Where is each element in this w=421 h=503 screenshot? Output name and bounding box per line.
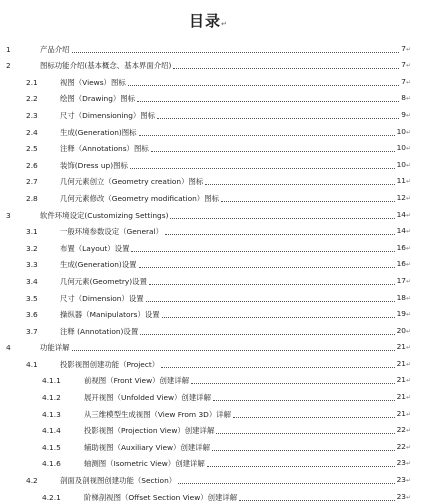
paragraph-mark-icon: ↵ bbox=[221, 20, 228, 28]
paragraph-mark-icon: ↵ bbox=[405, 78, 411, 86]
toc-entry-number: 3.4 bbox=[26, 276, 38, 286]
toc-entry-title: 前视图（Front View）创建详解 bbox=[84, 376, 190, 386]
toc-dot-leader bbox=[146, 300, 395, 302]
toc-entry[interactable] bbox=[6, 453, 411, 470]
toc-dot-leader bbox=[205, 183, 394, 185]
toc-entry-page bbox=[397, 375, 411, 386]
paragraph-mark-icon: ↵ bbox=[405, 244, 411, 252]
toc-entry[interactable] bbox=[6, 370, 411, 387]
toc-dot-leader bbox=[149, 283, 395, 285]
toc-dot-leader bbox=[139, 134, 395, 136]
toc-entry-title: 投影视图创建功能（Project） bbox=[60, 359, 160, 369]
toc-entry-page bbox=[397, 226, 411, 237]
toc-entry-page-number: 21 bbox=[396, 408, 406, 418]
toc-entry-page-number: 23 bbox=[396, 475, 406, 485]
toc-entry-title: 生成(Generation)设置 bbox=[60, 260, 137, 270]
toc-dot-leader bbox=[173, 67, 399, 69]
toc-dot-leader bbox=[216, 432, 394, 434]
toc-entry-page bbox=[397, 342, 411, 353]
toc-entry-title: 几何元素(Geometry)设置 bbox=[60, 276, 147, 286]
toc-title bbox=[6, 10, 411, 32]
toc-entry-title: 辅助视图（Auxiliary View）创建详解 bbox=[84, 442, 211, 452]
toc-entry-title: 注释（Annotations）图标 bbox=[60, 144, 149, 154]
toc-entry-page bbox=[397, 160, 411, 171]
toc-entry-page-number: 22 bbox=[396, 425, 406, 435]
toc-dot-leader bbox=[239, 499, 394, 501]
toc-entry[interactable] bbox=[6, 171, 411, 188]
toc-entry-number: 2.4 bbox=[26, 127, 38, 137]
toc-dot-leader bbox=[157, 117, 399, 119]
toc-entry-page-number: 12 bbox=[396, 192, 406, 202]
toc-entry[interactable] bbox=[6, 469, 411, 486]
toc-entry-title: 一般环境参数设定（General） bbox=[60, 227, 164, 237]
toc-entry-number: 2.2 bbox=[26, 94, 38, 104]
toc-entry-number: 4.1.6 bbox=[42, 459, 61, 469]
toc-entry[interactable] bbox=[6, 138, 411, 155]
paragraph-mark-icon: ↵ bbox=[405, 228, 411, 236]
paragraph-mark-icon: ↵ bbox=[405, 460, 411, 468]
toc-entry-page-number: 10 bbox=[396, 143, 406, 153]
toc-entry[interactable] bbox=[6, 187, 411, 204]
toc-entry-title: 尺寸（Dimensioning）图标 bbox=[60, 110, 156, 120]
paragraph-mark-icon: ↵ bbox=[405, 394, 411, 402]
toc-entry[interactable] bbox=[6, 420, 411, 437]
toc-entry[interactable] bbox=[6, 154, 411, 171]
toc-dot-leader bbox=[151, 150, 395, 152]
toc-entry-title: 装饰(Dress up)图标 bbox=[60, 160, 128, 170]
toc-entry-page-number: 17 bbox=[396, 275, 406, 285]
toc-entry-title: 布置（Layout）设置 bbox=[60, 243, 130, 253]
toc-entry-page-number: 16 bbox=[396, 259, 406, 269]
toc-dot-leader bbox=[72, 349, 395, 351]
toc-entry-title: 注释 (Annotation)设置 bbox=[60, 326, 139, 336]
toc-entry-page-number: 14 bbox=[396, 209, 406, 219]
toc-entry-number: 3.2 bbox=[26, 243, 38, 253]
paragraph-mark-icon: ↵ bbox=[405, 128, 411, 136]
toc-entry-page-number: 23 bbox=[396, 491, 406, 501]
toc-dot-leader bbox=[140, 333, 394, 335]
toc-entry-page bbox=[397, 193, 411, 204]
paragraph-mark-icon: ↵ bbox=[405, 194, 411, 202]
toc-entry-page bbox=[397, 458, 411, 469]
toc-dot-leader bbox=[178, 482, 394, 484]
toc-entry-page bbox=[397, 326, 411, 337]
paragraph-mark-icon: ↵ bbox=[405, 145, 411, 153]
toc-dot-leader bbox=[233, 416, 395, 418]
toc-entry-page-number: 21 bbox=[396, 358, 406, 368]
toc-entry-page-number: 11 bbox=[396, 176, 406, 186]
toc-entry[interactable] bbox=[6, 204, 411, 221]
toc-entry-page-number: 21 bbox=[396, 375, 406, 385]
toc-entry-page-number: 18 bbox=[396, 292, 406, 302]
paragraph-mark-icon: ↵ bbox=[405, 477, 411, 485]
toc-entry-title: 产品介绍 bbox=[40, 44, 70, 54]
toc-entry[interactable] bbox=[6, 337, 411, 354]
toc-entry[interactable] bbox=[6, 304, 411, 321]
toc-entry[interactable] bbox=[6, 38, 411, 55]
toc-entry-page bbox=[397, 243, 411, 254]
toc-entry[interactable] bbox=[6, 320, 411, 337]
toc-entry-page-number: 14 bbox=[396, 226, 406, 236]
toc-entry-page bbox=[401, 44, 411, 55]
toc-entry[interactable] bbox=[6, 237, 411, 254]
toc-entry-title: 投影视图（Projection View）创建详解 bbox=[84, 426, 215, 436]
toc-dot-leader bbox=[131, 250, 394, 252]
toc-entry[interactable] bbox=[6, 403, 411, 420]
toc-entry-page-number: 23 bbox=[396, 458, 406, 468]
toc-entry-number: 4.2 bbox=[26, 476, 38, 486]
toc-entry-title: 从三维模型生成视图（View From 3D）详解 bbox=[84, 409, 232, 419]
toc-entry-page-number: 7 bbox=[401, 43, 406, 53]
toc-entry-number: 4.1.3 bbox=[42, 409, 61, 419]
toc-entry-page bbox=[401, 60, 411, 71]
toc-entry-page bbox=[397, 276, 411, 287]
toc-entry-number: 4.1.2 bbox=[42, 393, 61, 403]
paragraph-mark-icon: ↵ bbox=[405, 410, 411, 418]
paragraph-mark-icon: ↵ bbox=[405, 261, 411, 269]
paragraph-mark-icon: ↵ bbox=[405, 277, 411, 285]
toc-entry[interactable] bbox=[6, 254, 411, 271]
toc-entry-page-number: 21 bbox=[396, 392, 406, 402]
toc-entry-page-number: 21 bbox=[396, 342, 406, 352]
toc-entry-page bbox=[397, 176, 411, 187]
toc-entry-title: 几何元素创立（Geometry creation）图标 bbox=[60, 177, 204, 187]
toc-entry-number: 3.3 bbox=[26, 260, 38, 270]
toc-entry[interactable] bbox=[6, 386, 411, 403]
toc-entry-title: 几何元素修改（Geometry modification）图标 bbox=[60, 193, 219, 203]
paragraph-mark-icon: ↵ bbox=[405, 327, 411, 335]
paragraph-mark-icon: ↵ bbox=[405, 111, 411, 119]
paragraph-mark-icon: ↵ bbox=[405, 62, 411, 70]
toc-entry-title: 生成(Generation)图标 bbox=[60, 127, 137, 137]
toc-entry-page-number: 7 bbox=[401, 60, 406, 70]
toc-entry-page-number: 7 bbox=[401, 76, 406, 86]
toc-entry-title: 阶梯剖视图（Offset Section View）创建详解 bbox=[84, 492, 238, 502]
toc-entry-page bbox=[397, 259, 411, 270]
toc-dot-leader bbox=[221, 200, 395, 202]
toc-entry-number: 4.1.5 bbox=[42, 442, 61, 452]
toc-entry-number: 4.2.1 bbox=[42, 492, 61, 502]
toc-entry-page-number: 8 bbox=[401, 93, 406, 103]
toc-entry-page bbox=[397, 475, 411, 486]
paragraph-mark-icon: ↵ bbox=[405, 493, 411, 501]
toc-entry-page-number: 20 bbox=[396, 325, 406, 335]
toc-entry[interactable] bbox=[6, 221, 411, 238]
toc-entry-page bbox=[397, 210, 411, 221]
toc-entry-number: 2.6 bbox=[26, 160, 38, 170]
toc-entry-title: 剖面及剖视图创建功能（Section） bbox=[60, 476, 177, 486]
toc-entry-page bbox=[397, 143, 411, 154]
toc-dot-leader bbox=[139, 266, 395, 268]
paragraph-mark-icon: ↵ bbox=[405, 95, 411, 103]
toc-entry-page bbox=[397, 492, 411, 503]
toc-entry-title: 视图（Views）图标 bbox=[60, 77, 126, 87]
toc-list bbox=[6, 38, 411, 503]
toc-entry[interactable] bbox=[6, 88, 411, 105]
paragraph-mark-icon: ↵ bbox=[405, 360, 411, 368]
toc-dot-leader bbox=[161, 366, 394, 368]
toc-entry-number: 4.1.4 bbox=[42, 426, 61, 436]
toc-dot-leader bbox=[191, 382, 394, 384]
toc-entry-title: 轴测图（Isometric View）创建详解 bbox=[84, 459, 205, 469]
toc-dot-leader bbox=[128, 84, 399, 86]
paragraph-mark-icon: ↵ bbox=[405, 45, 411, 53]
toc-dot-leader bbox=[165, 233, 395, 235]
paragraph-mark-icon: ↵ bbox=[405, 344, 411, 352]
toc-entry[interactable] bbox=[6, 55, 411, 72]
paragraph-mark-icon: ↵ bbox=[405, 178, 411, 186]
toc-entry-page-number: 22 bbox=[396, 441, 406, 451]
toc-dot-leader bbox=[207, 465, 395, 467]
toc-dot-leader bbox=[162, 316, 395, 318]
toc-entry-number: 4 bbox=[6, 343, 11, 353]
toc-entry-number: 3.5 bbox=[26, 293, 38, 303]
toc-dot-leader bbox=[170, 217, 394, 219]
toc-entry[interactable] bbox=[6, 270, 411, 287]
paragraph-mark-icon: ↵ bbox=[405, 211, 411, 219]
toc-dot-leader bbox=[212, 449, 395, 451]
toc-entry-number: 2.7 bbox=[26, 177, 38, 187]
paragraph-mark-icon: ↵ bbox=[405, 311, 411, 319]
toc-entry-title: 图标功能介绍(基本概念、基本界面介绍) bbox=[40, 61, 172, 71]
toc-entry-page-number: 10 bbox=[396, 126, 406, 136]
toc-entry-number: 2.1 bbox=[26, 77, 38, 87]
toc-entry[interactable] bbox=[6, 287, 411, 304]
toc-entry-page-number: 19 bbox=[396, 309, 406, 319]
paragraph-mark-icon: ↵ bbox=[405, 427, 411, 435]
toc-entry-number: 2 bbox=[6, 61, 11, 71]
toc-entry-page-number: 16 bbox=[396, 242, 406, 252]
toc-entry-page bbox=[401, 110, 411, 121]
paragraph-mark-icon: ↵ bbox=[405, 294, 411, 302]
toc-entry[interactable] bbox=[6, 486, 411, 503]
toc-entry-page bbox=[401, 93, 411, 104]
paragraph-mark-icon: ↵ bbox=[405, 443, 411, 451]
toc-entry-page bbox=[397, 425, 411, 436]
toc-dot-leader bbox=[72, 51, 399, 53]
toc-entry[interactable] bbox=[6, 121, 411, 138]
toc-entry[interactable] bbox=[6, 353, 411, 370]
toc-entry-page bbox=[397, 409, 411, 420]
toc-entry-title: 绘图（Drawing）图标 bbox=[60, 94, 136, 104]
toc-entry-page bbox=[397, 359, 411, 370]
toc-dot-leader bbox=[130, 167, 395, 169]
toc-entry-number: 3 bbox=[6, 210, 11, 220]
toc-entry-page bbox=[397, 127, 411, 138]
toc-entry-number: 1 bbox=[6, 44, 11, 54]
toc-entry-page bbox=[397, 309, 411, 320]
toc-entry-title: 功能详解 bbox=[40, 343, 70, 353]
toc-entry-number: 3.1 bbox=[26, 227, 38, 237]
toc-entry[interactable] bbox=[6, 436, 411, 453]
toc-dot-leader bbox=[213, 399, 395, 401]
paragraph-mark-icon: ↵ bbox=[405, 377, 411, 385]
toc-entry-page bbox=[397, 293, 411, 304]
toc-entry-title: 尺寸（Dimension）设置 bbox=[60, 293, 144, 303]
toc-entry-number: 3.6 bbox=[26, 310, 38, 320]
toc-entry-number: 4.1 bbox=[26, 359, 38, 369]
toc-entry-page-number: 10 bbox=[396, 159, 406, 169]
toc-dot-leader bbox=[137, 100, 399, 102]
toc-entry-number: 2.8 bbox=[26, 193, 38, 203]
toc-entry[interactable] bbox=[6, 71, 411, 88]
toc-entry-title: 展开视图（Unfolded View）创建详解 bbox=[84, 393, 211, 403]
toc-entry-title: 软件环境设定(Customizing Settings) bbox=[40, 210, 169, 220]
toc-entry-number: 2.5 bbox=[26, 144, 38, 154]
toc-title-text: 目录 bbox=[189, 12, 222, 30]
toc-entry-title: 操纵器（Manipulators）设置 bbox=[60, 310, 160, 320]
toc-entry-page bbox=[397, 442, 411, 453]
paragraph-mark-icon: ↵ bbox=[405, 161, 411, 169]
toc-entry-page-number: 9 bbox=[401, 109, 406, 119]
toc-entry[interactable] bbox=[6, 104, 411, 121]
toc-entry-number: 3.7 bbox=[26, 326, 38, 336]
toc-entry-page bbox=[401, 77, 411, 88]
toc-entry-number: 4.1.1 bbox=[42, 376, 61, 386]
toc-entry-page bbox=[397, 392, 411, 403]
toc-entry-number: 2.3 bbox=[26, 110, 38, 120]
